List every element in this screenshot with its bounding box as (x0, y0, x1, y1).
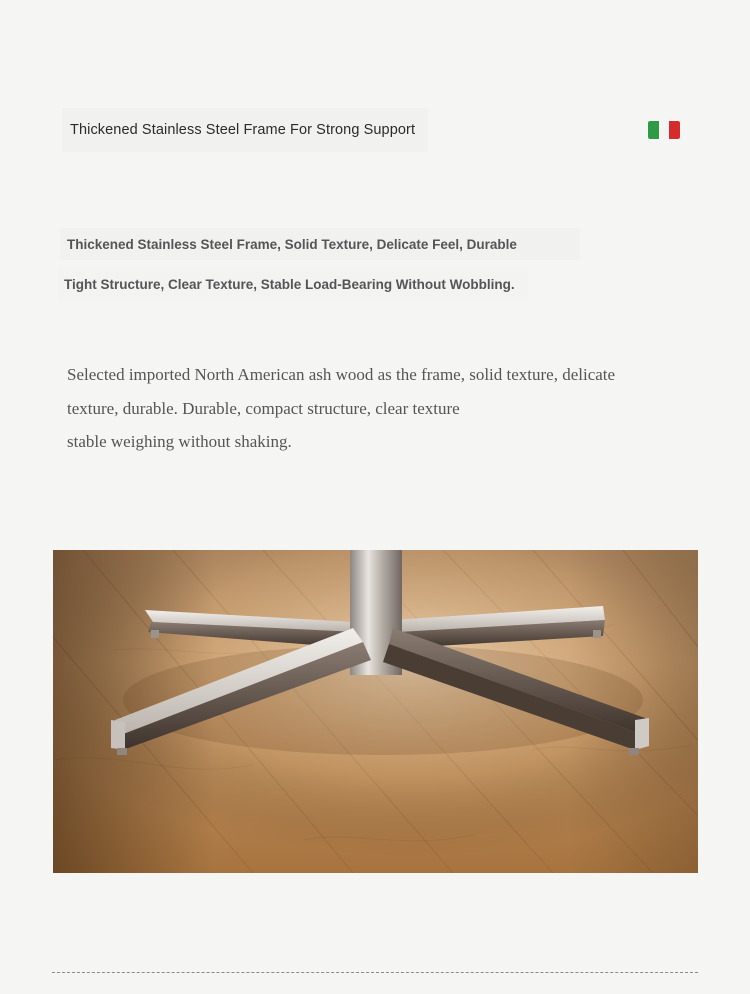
product-description (67, 358, 667, 459)
feature-text-1: Thickened Stainless Steel Frame, Solid Texture, Delicate Feel, Durable (67, 236, 517, 252)
italy-flag-icon (648, 121, 680, 139)
section-divider (52, 972, 698, 973)
feature-line-1 (60, 228, 580, 260)
product-photo (53, 550, 698, 873)
section-title-bar (62, 108, 428, 152)
feature-line-2 (58, 268, 528, 300)
description-line-3: stable weighing without shaking. (67, 432, 292, 451)
flag-stripe-red (669, 121, 680, 139)
feature-text-2: Tight Structure, Clear Texture, Stable Load-Bearing Without Wobbling. (64, 276, 515, 292)
flag-stripe-white (659, 121, 670, 139)
description-line-2: texture, durable. Durable, compact structure, clear texture (67, 398, 460, 418)
section-title: Thickened Stainless Steel Frame For Strong Support (70, 122, 416, 138)
description-line-1: Selected imported North American ash wood as the frame, solid texture, delicate (67, 365, 616, 384)
flag-stripe-green (648, 121, 659, 139)
